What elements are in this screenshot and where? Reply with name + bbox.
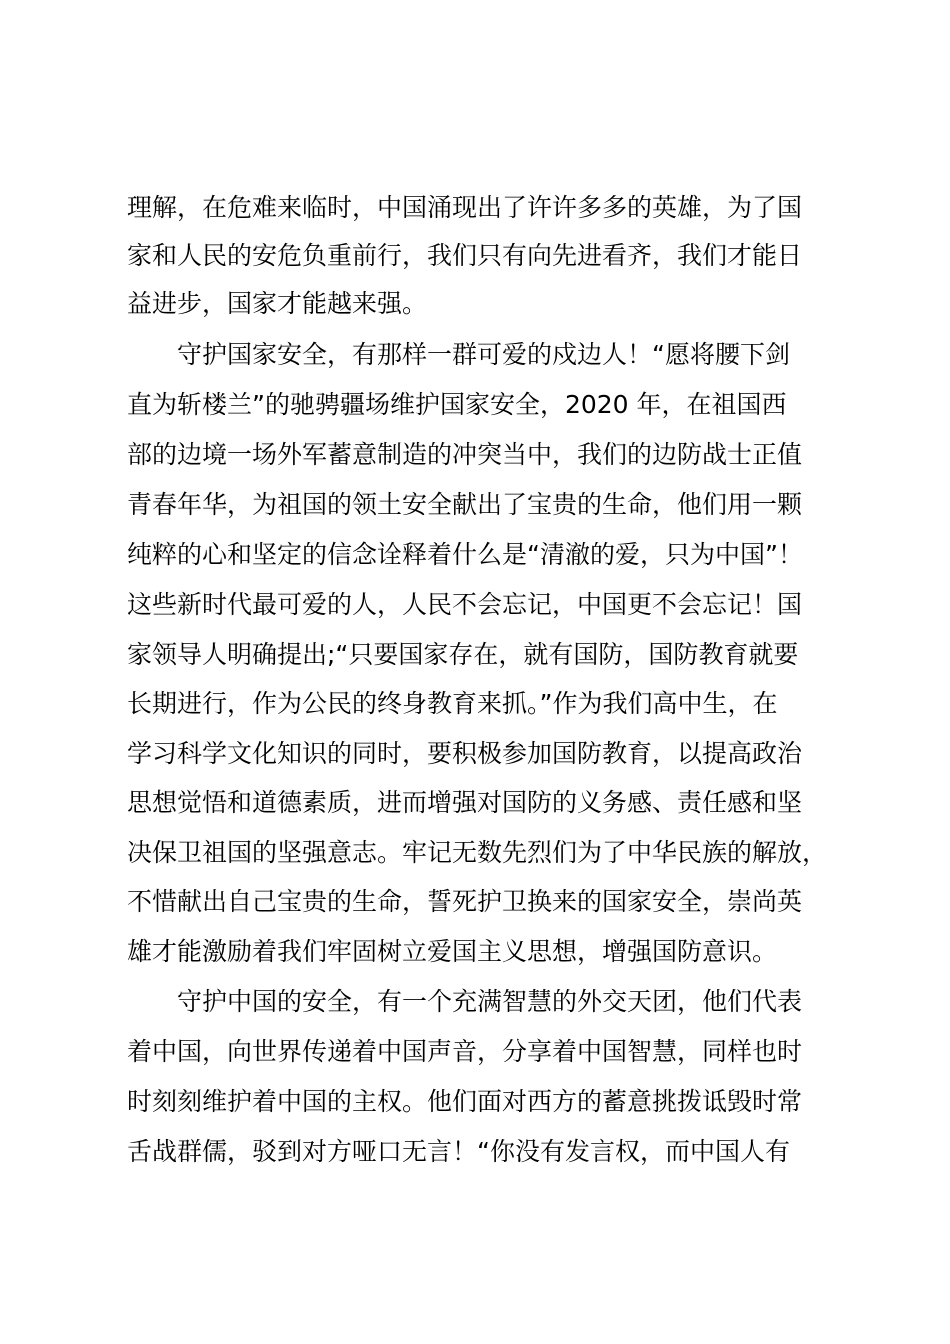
text-line: 家和人民的安危负重前行，我们只有向先进看齐，我们才能日 (127, 241, 803, 270)
text-line: 舌战群儒，驳到对方哑口无言！“你没有发言权，而中国人有 (127, 1137, 790, 1166)
text-line: 青春年华，为祖国的领土安全献出了宝贵的生命，他们用一颗 (127, 490, 803, 519)
text-line: 这些新时代最可爱的人，人民不会忘记，中国更不会忘记！国 (127, 590, 803, 619)
text-line: 时刻刻维护着中国的主权。他们面对西方的蓄意挑拨诋毁时常 (127, 1087, 803, 1116)
paragraph-first-line: 守护国家安全，有那样一群可爱的戍边人！“愿将腰下剑 (177, 340, 790, 369)
text-line: 家领导人明确提出;“只要国家存在，就有国防，国防教育就要 (127, 640, 799, 669)
text-line: 着中国，向世界传递着中国声音，分享着中国智慧，同样也时 (127, 1037, 803, 1066)
text-line: 长期进行，作为公民的终身教育来抓。”作为我们高中生，在 (127, 689, 778, 718)
text-line: 益进步，国家才能越来强。 (127, 289, 428, 318)
text-line: 雄才能激励着我们牢固树立爱国主义思想，增强国防意识。 (127, 937, 778, 966)
text-line: 决保卫祖国的坚强意志。牢记无数先烈们为了中华民族的解放， (127, 838, 828, 867)
text-line: 直为斩楼兰”的驰骋疆场维护国家安全，2020 年，在祖国西 (127, 390, 787, 419)
text-line: 学习科学文化知识的同时，要积极参加国防教育，以提高政治 (127, 739, 803, 768)
paragraph-first-line: 守护中国的安全，有一个充满智慧的外交天团，他们代表 (177, 987, 803, 1016)
text-line: 思想觉悟和道德素质，进而增强对国防的义务感、责任感和坚 (127, 788, 803, 817)
text-line: 部的边境一场外军蓄意制造的冲突当中，我们的边防战士正值 (127, 440, 803, 469)
text-line: 不惜献出自己宝贵的生命，誓死护卫换来的国家安全，崇尚英 (127, 887, 803, 916)
text-line: 纯粹的心和坚定的信念诠释着什么是“清澈的爱，只为中国”！ (127, 540, 803, 569)
text-line: 理解，在危难来临时，中国涌现出了许许多多的英雄，为了国 (127, 193, 803, 222)
